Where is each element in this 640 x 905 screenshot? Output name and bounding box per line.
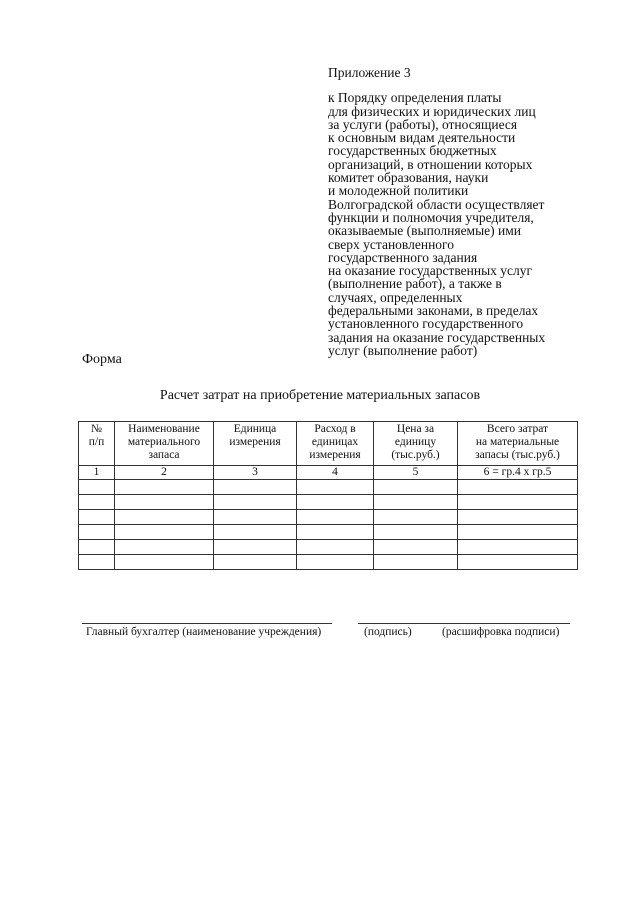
document-title: Расчет затрат на приобретение материальных запасов [159, 388, 481, 403]
table-row [79, 510, 578, 525]
appendix-block [328, 66, 618, 357]
table-cell [214, 555, 297, 570]
table-cell [214, 540, 297, 555]
appendix-line: случаях, определенных [328, 289, 463, 305]
table-cell [297, 540, 374, 555]
table-row [79, 495, 578, 510]
table-row [79, 555, 578, 570]
appendix-line: организаций, в отношении которых [328, 156, 533, 172]
table-cell [115, 480, 214, 495]
table-cell [458, 510, 578, 525]
table-cell [214, 525, 297, 540]
table-cell [79, 495, 115, 510]
table-cell [374, 555, 458, 570]
appendix-line: услуг (выполнение работ) [328, 342, 478, 358]
appendix-line: сверх установленного [328, 236, 455, 252]
table-header-row [79, 422, 578, 466]
table-cell [458, 495, 578, 510]
column-number: 1 [79, 466, 115, 480]
appendix-line: за услуги (работы), относящиеся [328, 116, 518, 132]
appendix-line: функции и полномочия учредителя, [328, 209, 534, 225]
column-number-row [79, 466, 578, 480]
table-row [79, 540, 578, 555]
column-number: 5 [374, 466, 458, 480]
signature-line-institution [82, 623, 332, 624]
table-cell [297, 510, 374, 525]
column-number: 2 [115, 466, 214, 480]
table-cell [79, 510, 115, 525]
column-number: 6 = гр.4 х гр.5 [458, 466, 578, 480]
table-cell [115, 525, 214, 540]
appendix-number: Приложение 3 [328, 65, 411, 80]
table-cell [214, 495, 297, 510]
table-cell [297, 555, 374, 570]
table-cell [374, 540, 458, 555]
column-number: 3 [214, 466, 297, 480]
appendix-line: Волгоградской области осуществляет [328, 196, 545, 212]
table-cell [297, 525, 374, 540]
table-cell [374, 525, 458, 540]
table-cell [458, 525, 578, 540]
signature-caption: (подпись) [364, 626, 412, 638]
header-unit-price: Цена за единицу (тыс.руб.) [374, 422, 458, 466]
table-cell [458, 540, 578, 555]
table-cell [214, 480, 297, 495]
table-cell [115, 540, 214, 555]
appendix-line: и молодежной политики [328, 183, 469, 199]
table-cell [79, 480, 115, 495]
appendix-line: комитет образования, науки [328, 170, 489, 186]
appendix-line: (выполнение работ), а также в [328, 276, 502, 292]
table-cell [374, 480, 458, 495]
table-cell [458, 480, 578, 495]
header-number: № п/п [79, 422, 115, 466]
table-cell [79, 525, 115, 540]
table-cell [374, 510, 458, 525]
table-cell [297, 495, 374, 510]
appendix-line: к Порядку определения платы [328, 90, 502, 106]
appendix-line: государственных бюджетных [328, 143, 497, 159]
appendix-line: оказываемые (выполняемые) ими [328, 223, 522, 239]
table-cell [79, 555, 115, 570]
header-unit: Единица измерения [214, 422, 297, 466]
appendix-line: установленного государственного [328, 316, 524, 332]
header-consumption: Расход в единицах измерения [297, 422, 374, 466]
header-material-name: Наименование материального запаса [115, 422, 214, 466]
table-cell [115, 510, 214, 525]
materials-cost-table [78, 421, 578, 570]
appendix-line: для физических и юридических лиц [328, 103, 536, 119]
appendix-line: государственного задания [328, 249, 478, 265]
table-cell [297, 480, 374, 495]
signature-decode-caption: (расшифровка подписи) [442, 626, 560, 638]
table-cell [458, 555, 578, 570]
form-label: Форма [82, 352, 122, 367]
table-cell [79, 540, 115, 555]
table-cell [115, 555, 214, 570]
appendix-text [328, 91, 618, 357]
appendix-line: к основным видам деятельности [328, 130, 516, 146]
appendix-line: на оказание государственных услуг [328, 263, 533, 279]
chief-accountant-caption: Главный бухгалтер (наименование учреждения) [86, 626, 322, 638]
table-cell [374, 495, 458, 510]
table-row [79, 480, 578, 495]
table-row [79, 525, 578, 540]
table-cell [115, 495, 214, 510]
signature-line-sign [358, 623, 570, 624]
header-total-cost: Всего затрат на материальные запасы (тыс.руб.) [458, 422, 578, 466]
empty-rows [79, 480, 578, 570]
column-number: 4 [297, 466, 374, 480]
appendix-line: федеральными законами, в пределах [328, 303, 539, 319]
table-cell [214, 510, 297, 525]
appendix-line: задания на оказание государственных [328, 329, 546, 345]
